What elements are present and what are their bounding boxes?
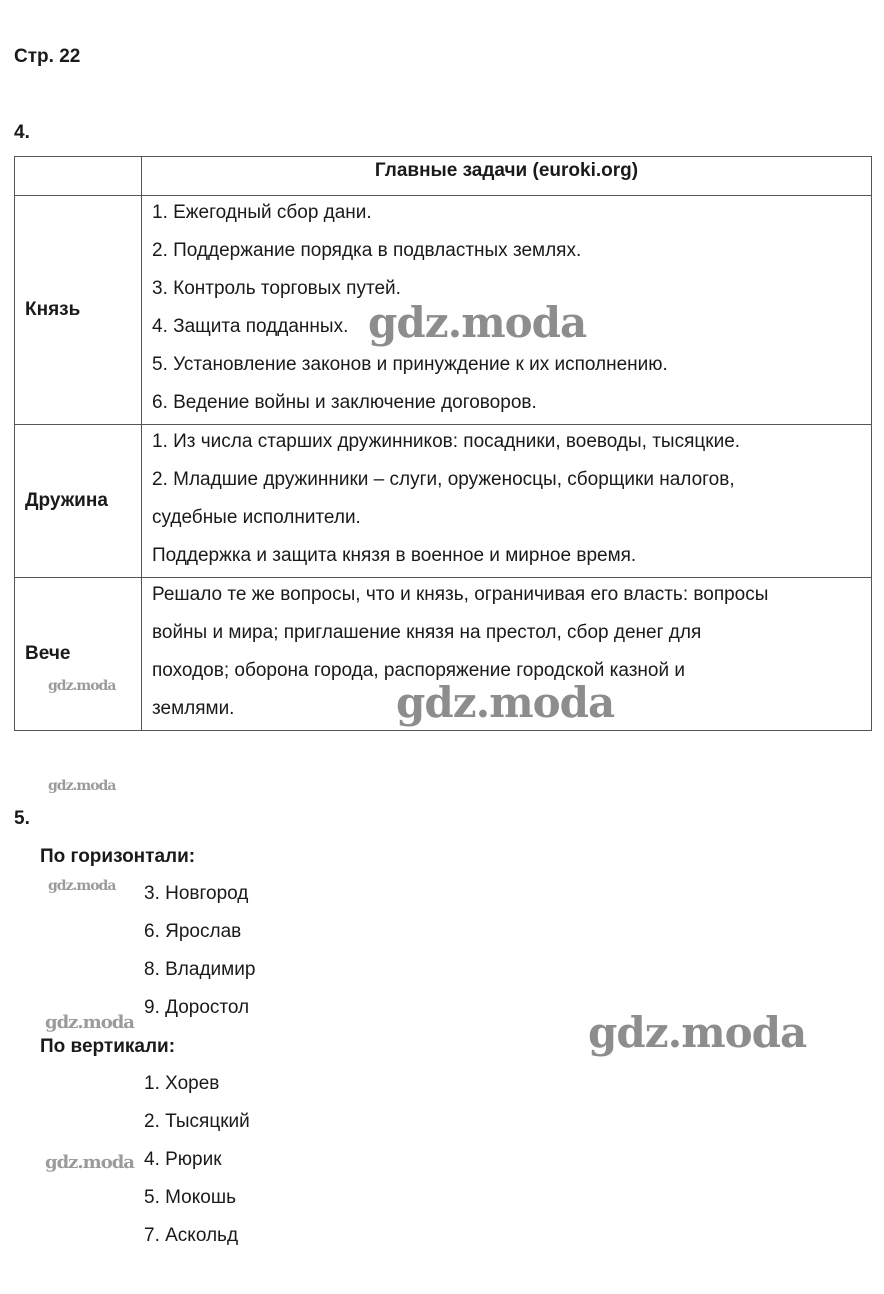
row-line: судебные исполнители. [152,507,361,528]
row-line: войны и мира; приглашение князя на престол, сбор денег для [152,622,702,643]
horizontal-title: По горизонтали: [40,846,196,867]
row-line: 6. Ведение войны и заключение договоров. [152,392,537,413]
watermark: gdz.moda [45,1152,134,1173]
row-line: Поддержка и защита князя в военное и мирное время. [152,545,637,566]
watermark: gdz.moda [396,678,615,727]
watermark: gdz.moda [45,1012,134,1033]
watermark: gdz.moda [588,1008,807,1057]
task-4-number: 4. [14,122,30,143]
list-item: 8. Владимир [144,959,256,980]
watermark: gdz.moda [48,678,116,694]
vertical-title: По вертикали: [40,1036,176,1057]
list-item: 6. Ярослав [144,921,242,942]
row-line: 4. Защита подданных. [152,316,349,337]
row-label: Князь [15,196,142,425]
vertical-list [144,1065,250,1255]
row-line: 5. Установление законов и принуждение к их исполнению. [152,354,668,375]
watermark: gdz.moda [368,298,587,347]
list-item: 4. Рюрик [144,1149,222,1170]
tasks-table [14,156,872,731]
watermark: gdz.moda [48,878,116,894]
row-line: 3. Контроль торговых путей. [152,278,401,299]
list-item: 3. Новгород [144,883,249,904]
page-label: Стр. 22 [14,46,81,67]
row-line: землями. [152,698,235,719]
task-5-number: 5. [14,808,30,829]
row-line: 2. Поддержание порядка в подвластных землях. [152,240,582,261]
list-item: 5. Мокошь [144,1187,236,1208]
watermark: gdz.moda [48,778,116,794]
row-line: 1. Из числа старших дружинников: посадники, воеводы, тысяцкие. [152,431,741,452]
list-item: 7. Аскольд [144,1225,239,1246]
table-row [15,425,872,578]
table-header: Главные задачи (euroki.org) [142,157,872,196]
row-line: 2. Младшие дружинники – слуги, оруженосцы, сборщики налогов, [152,469,735,490]
row-label: Дружина [15,425,142,578]
empty-header-cell [15,157,142,196]
row-label: Вече [15,578,142,731]
list-item: 2. Тысяцкий [144,1111,250,1132]
horizontal-list [144,875,255,1027]
list-item: 1. Хорев [144,1073,220,1094]
list-item: 9. Доростол [144,997,250,1018]
row-content [142,425,872,578]
row-line: 1. Ежегодный сбор дани. [152,202,372,223]
row-line: Решало те же вопросы, что и князь, ограничивая его власть: вопросы [152,584,769,605]
row-line: походов; оборона города, распоряжение городской казной и [152,660,685,681]
table-header-row [15,157,872,196]
